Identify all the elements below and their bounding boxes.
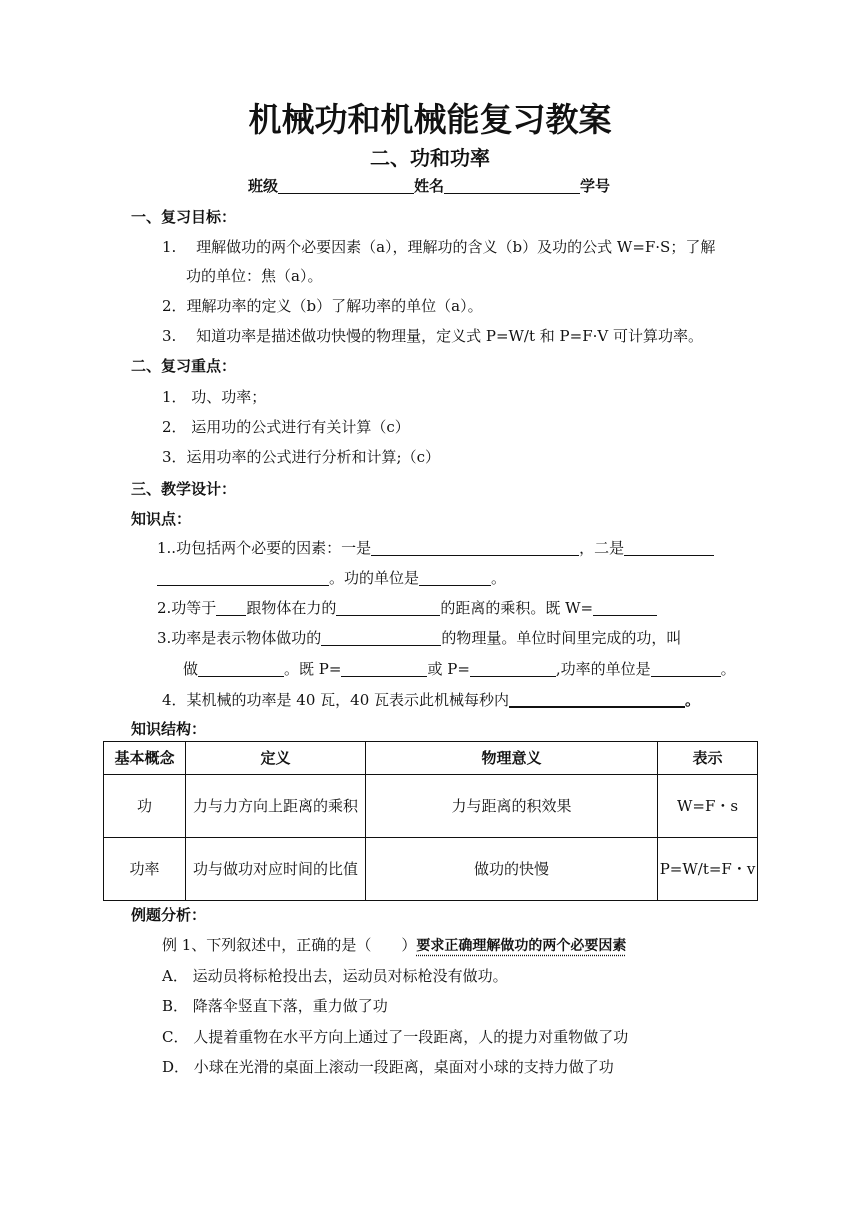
example-1-note: 要求正确理解做功的两个必要因素	[416, 938, 627, 954]
example-1-option-b: B． 降落伞竖直下落，重力做了功	[162, 997, 388, 1015]
kp2-text-c: 的距离的乘积。既 W=	[440, 599, 594, 617]
kp4-blank[interactable]	[509, 690, 685, 708]
kp2-blank-1[interactable]	[216, 599, 246, 616]
kp1-text-c: 。功的单位是	[329, 569, 420, 587]
kp1-text-a: 1..功包括两个必要的因素：一是	[157, 539, 372, 557]
id-label: 学号	[580, 177, 611, 195]
kp3-text-b: 的物理量。单位时间里完成的功，叫	[441, 629, 682, 647]
table-cell: P=W/t=F・v	[658, 838, 758, 901]
focus-item-2: 2． 运用功的公式进行有关计算（c）	[162, 418, 410, 436]
knowledge-point-3-cont	[183, 659, 736, 679]
kp3-text-e: 或 P=	[427, 660, 470, 678]
kp1-text-d: 。	[491, 569, 507, 587]
table-header-cell: 表示	[658, 742, 758, 775]
kp3-blank-1[interactable]	[321, 629, 441, 646]
design-heading: 三、教学设计：	[131, 480, 237, 498]
table-row	[104, 838, 758, 901]
name-blank	[444, 177, 580, 194]
example-1-option-d: D． 小球在光滑的桌面上滚动一段距离，桌面对小球的支持力做了功	[162, 1058, 614, 1076]
kp1-blank-3[interactable]	[419, 569, 491, 586]
kp1-blank-2[interactable]	[624, 539, 714, 556]
name-label: 姓名	[414, 177, 445, 195]
focus-item-1: 1． 功、功率；	[162, 388, 267, 406]
table-row	[104, 775, 758, 838]
example-1-option-a: A． 运动员将标枪投出去，运动员对标枪没有做功。	[162, 967, 508, 985]
kp1-blank-2-cont[interactable]	[157, 569, 329, 586]
kp3-text-g: 。	[720, 660, 736, 678]
goals-heading: 一、复习目标：	[131, 208, 237, 226]
kp3-blank-4[interactable]	[470, 660, 556, 677]
knowledge-point-4	[162, 690, 700, 710]
table-cell: W=F・s	[658, 775, 758, 838]
kp2-blank-3[interactable]	[593, 599, 657, 616]
knowledge-point-3	[157, 628, 681, 648]
knowledge-point-2	[157, 598, 657, 618]
kp4-text-a: 4．某机械的功率是 40 瓦，40 瓦表示此机械每秒内	[162, 691, 510, 709]
kp2-text-a: 2.功等于	[157, 599, 217, 617]
table-cell: 功率	[104, 838, 186, 901]
knowledge-point-1-cont	[157, 568, 506, 588]
knowledge-structure-table	[103, 741, 758, 901]
kp3-blank-3[interactable]	[341, 660, 427, 677]
student-info-row	[248, 176, 610, 196]
kp4-text-b: 。	[685, 691, 701, 709]
table-header-row	[104, 742, 758, 775]
table-cell: 力与距离的积效果	[366, 775, 658, 838]
goal-item-3: 3. 知道功率是描述做功快慢的物理量，定义式 P=W/t 和 P=F·V 可计算功率。	[162, 327, 703, 345]
kp2-blank-2[interactable]	[336, 599, 440, 616]
example-1-option-c: C． 人提着重物在水平方向上通过了一段距离，人的提力对重物做了功	[162, 1028, 629, 1046]
kp3-text-a: 3.功率是表示物体做功的	[157, 629, 322, 647]
table-header-cell: 物理意义	[366, 742, 658, 775]
table-header-cell: 基本概念	[104, 742, 186, 775]
table-cell: 力与力方向上距离的乘积	[186, 775, 366, 838]
kp1-text-b: ，二是	[579, 539, 625, 557]
kp3-blank-2[interactable]	[198, 660, 284, 677]
examples-heading: 例题分析：	[131, 906, 207, 924]
goal-item-1: 1. 理解做功的两个必要因素（a），理解功的含义（b）及功的公式 W=F·S；了解	[162, 238, 716, 256]
kp3-blank-5[interactable]	[651, 660, 721, 677]
document-title: 机械功和机械能复习教案	[248, 100, 612, 139]
class-blank	[278, 177, 414, 194]
kp3-text-f: ,功率的单位是	[555, 660, 651, 678]
knowledge-point-1	[157, 538, 714, 558]
goal-item-2: 2．理解功率的定义（b）了解功率的单位（a）。	[162, 297, 483, 315]
example-1-question	[162, 935, 626, 956]
goal-item-1-cont: 功的单位：焦（a）。	[186, 267, 323, 285]
table-cell: 功	[104, 775, 186, 838]
table-cell: 做功的快慢	[366, 838, 658, 901]
focus-item-3: 3．运用功率的公式进行分析和计算;（c）	[162, 448, 440, 466]
table-cell: 功与做功对应时间的比值	[186, 838, 366, 901]
document-subtitle: 二、功和功率	[370, 146, 490, 170]
focus-heading: 二、复习重点：	[131, 357, 237, 375]
kp2-text-b: 跟物体在力的	[246, 599, 337, 617]
kp1-blank-1[interactable]	[371, 539, 579, 556]
kp3-text-c: 做	[183, 660, 199, 678]
knowledge-label: 知识点：	[131, 510, 192, 528]
structure-label: 知识结构：	[131, 720, 207, 738]
kp3-text-d: 。既 P=	[284, 660, 342, 678]
class-label: 班级	[248, 177, 279, 195]
example-1-stem: 例 1、下列叙述中，正确的是（ ）	[162, 936, 417, 954]
table-header-cell: 定义	[186, 742, 366, 775]
